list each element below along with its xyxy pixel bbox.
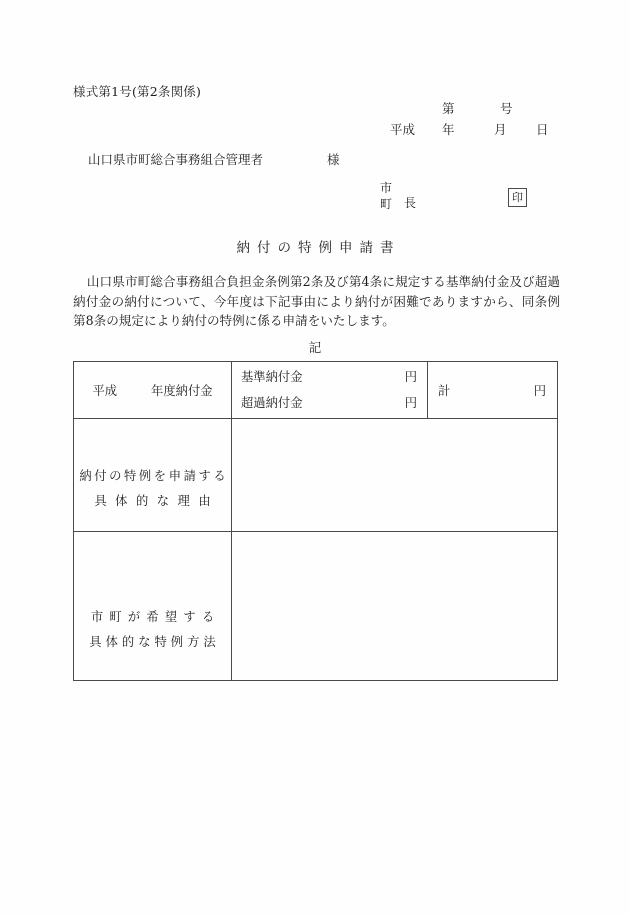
payment-form-table: [73, 361, 558, 681]
city-label: 市: [380, 181, 393, 195]
town-label: 町: [380, 197, 393, 211]
method-label-line1: 市町が希望する: [90, 610, 221, 624]
standard-payment-unit: 円: [404, 370, 417, 384]
table-row: [74, 362, 558, 419]
table-row: [74, 419, 558, 532]
addressee-line: [88, 150, 340, 168]
excess-payment-unit: 円: [404, 396, 417, 410]
document-number-spacer: [390, 98, 442, 119]
total-row: [438, 381, 546, 399]
standard-payment-label: 基準納付金: [241, 370, 303, 384]
standard-payment-row: [241, 364, 417, 390]
municipality-type-stack: [380, 180, 392, 212]
total-unit: 円: [533, 384, 546, 398]
fiscal-year-payment-cell: [74, 362, 232, 419]
method-label-line2: 具体的な特例方法: [89, 635, 220, 649]
era-label: 平成: [390, 122, 416, 137]
reason-label-line2: 具体的な理由: [94, 494, 220, 508]
document-meta-block: [390, 98, 570, 140]
excess-payment-label: 超過納付金: [241, 396, 303, 410]
seal-icon: 印: [508, 188, 527, 207]
total-label: 計: [438, 384, 451, 398]
addressee-honorific: 様: [327, 152, 340, 167]
method-label-cell: [74, 532, 232, 681]
reason-input-cell[interactable]: [232, 419, 558, 532]
chief-title-label: 長: [404, 196, 417, 210]
month-unit-label: 月: [494, 122, 507, 137]
document-date-line: [390, 119, 570, 140]
day-unit-label: 日: [536, 122, 549, 137]
applicant-signature-block: [380, 180, 550, 216]
document-number-suffix: 号: [500, 101, 513, 116]
addressee-name: 山口県市町総合事務組合管理者: [88, 152, 264, 167]
fiscal-year-payment-label: 年度納付金: [151, 384, 213, 398]
fiscal-year-era: 平成: [92, 384, 118, 398]
total-amount-cell[interactable]: [428, 362, 558, 419]
page-title: 納付の特例申請書: [236, 240, 401, 256]
document-number-line: [390, 98, 570, 119]
table-row: [74, 532, 558, 681]
method-input-cell[interactable]: [232, 532, 558, 681]
reason-label-line1: 納付の特例を申請する: [79, 469, 229, 483]
ki-marker: 記: [308, 340, 322, 355]
reason-label-cell: [74, 419, 232, 532]
form-number: 様式第1号(第2条関係): [73, 84, 202, 99]
excess-payment-row: [241, 390, 417, 416]
document-number-label: 第: [442, 101, 455, 116]
year-unit-label: 年: [442, 122, 455, 137]
payment-amounts-cell: [232, 362, 428, 419]
body-paragraph: 山口県市町総合事務組合負担金条例第2条及び第4条に規定する基準納付金及び超過納付金の納付について、今年度は下記事由により納付が困難でありますから、同条例第8条の規定により納付の特例に係る申請をいたします。: [73, 274, 560, 328]
